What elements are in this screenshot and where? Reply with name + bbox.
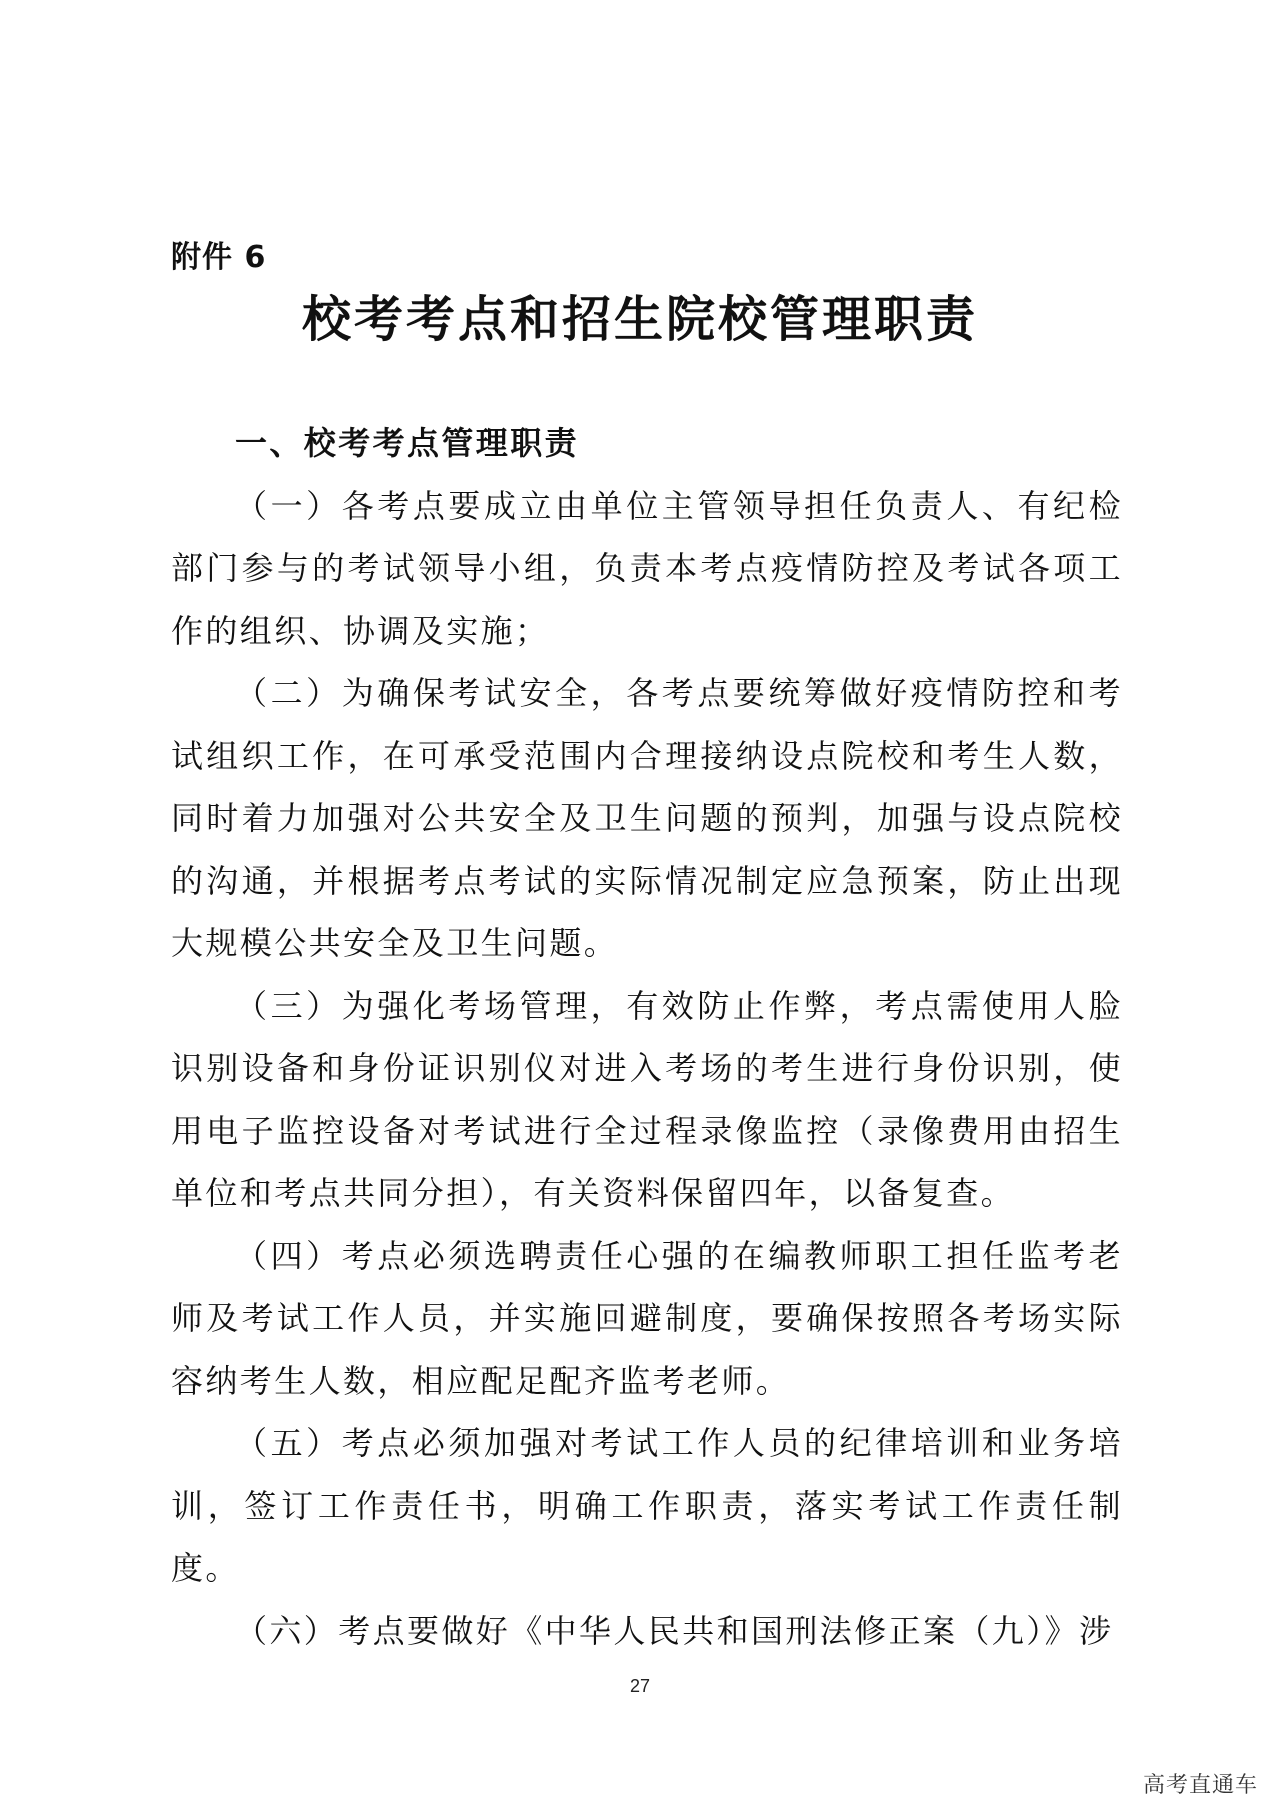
watermark-text: 高考直通车 (1142, 1773, 1258, 1798)
section-heading: 一、校考考点管理职责 (235, 424, 580, 462)
attachment-label: 附件 6 (171, 240, 267, 275)
paragraph-1: （一）各考点要成立由单位主管领导担任负责人、有纪检部门参与的考试领导小组，负责本考点疫情防控及考试各项工作的组织、协调及实施； (171, 486, 1123, 650)
paragraph-6: （六）考点要做好《中华人民共和国刑法修正案（九）》涉 (235, 1611, 1114, 1650)
page-number: 27 (629, 1676, 651, 1696)
paragraph-4: （四）考点必须选聘责任心强的在编教师职工担任监考老师及考试工作人员，并实施回避制度，要确保按照各考场实际容纳考生人数，相应配足配齐监考老师。 (171, 1236, 1123, 1400)
document-body (171, 412, 1123, 1662)
paragraph-5: （五）考点必须加强对考试工作人员的纪律培训和业务培训，签订工作责任书，明确工作职责，落实考试工作责任制度。 (171, 1424, 1123, 1587)
document-title: 校考考点和招生院校管理职责 (301, 290, 978, 348)
paragraph-2: （二）为确保考试安全，各考点要统筹做好疫情防控和考试组织工作，在可承受范围内合理接纳设点院校和考生人数，同时着力加强对公共安全及卫生问题的预判，加强与设点院校的沟通，并根据考点考试的实际情况制定应急预案，防止出现大规模公共安全及卫生问题。 (171, 674, 1123, 962)
paragraph-3: （三）为强化考场管理，有效防止作弊，考点需使用人脸识别设备和身份证识别仪对进入考场的考生进行身份识别，使用电子监控设备对考试进行全过程录像监控（录像费用由招生单位和考点共同分担），有关资料保留四年，以备复查。 (171, 986, 1123, 1212)
